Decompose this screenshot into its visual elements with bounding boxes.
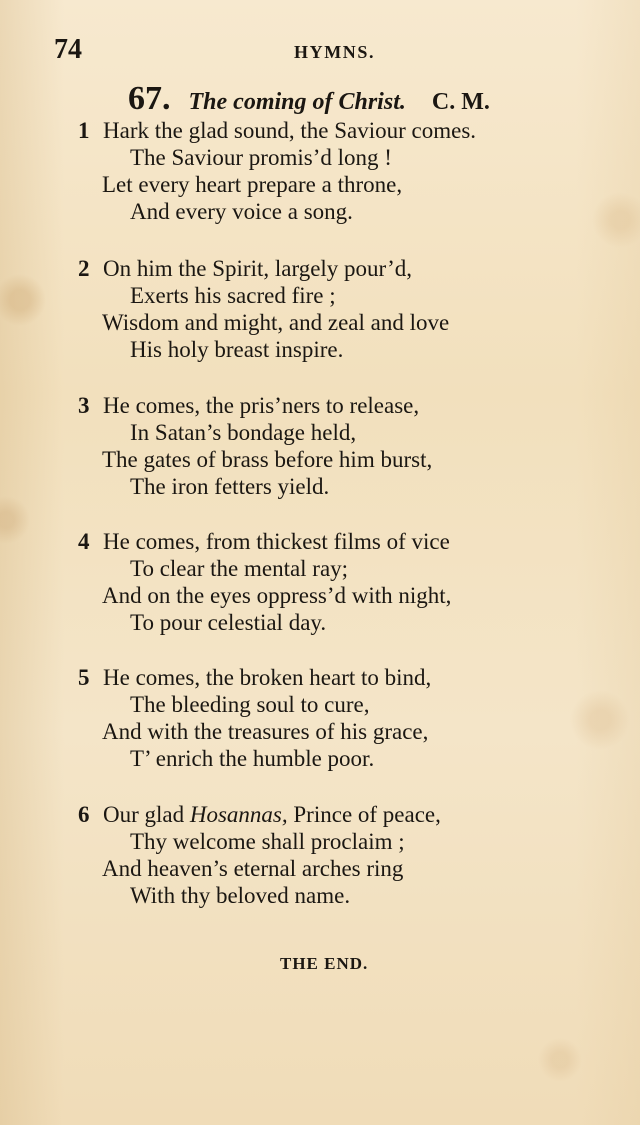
end-marker: THE END. (280, 954, 369, 973)
stanza-1-line-1: Hark the glad sound, the Saviour comes. (103, 118, 477, 143)
stanza-1 (78, 117, 598, 229)
stanza-6-line-1-end: Prince of peace, (287, 802, 441, 827)
stanza-6-line-1-start: Our glad (103, 802, 190, 827)
hymn-meter: C. M. (431, 89, 490, 115)
stanza-3 (78, 392, 598, 504)
stanza-6-line-2: Thy welcome shall proclaim ; (130, 829, 405, 854)
stanza-3-line-4: The iron fetters yield. (130, 474, 330, 499)
stanza-5-line-3: And with the treasures of his grace, (102, 719, 429, 744)
verse-number-3: 3 (78, 393, 90, 418)
stanza-5 (78, 664, 598, 776)
stanza-5-line-4: T’ enrich the humble poor. (130, 746, 375, 771)
stanza-3-line-2: In Satan’s bondage held, (130, 420, 357, 445)
verse-number-1: 1 (78, 118, 90, 143)
stanza-2-line-2: Exerts his sacred fire ; (130, 283, 336, 308)
verse-number-5: 5 (78, 665, 90, 690)
stanza-6 (78, 801, 598, 913)
page-header (54, 36, 574, 76)
hymn-heading (128, 80, 558, 122)
stanza-4 (78, 528, 598, 640)
page-number: 74 (54, 34, 82, 65)
stanza-6-line-1 (103, 801, 441, 828)
stanza-2 (78, 255, 598, 367)
stanza-2-line-3: Wisdom and might, and zeal and love (102, 310, 450, 335)
running-head: HYMNS. (294, 42, 376, 62)
verse-number-4: 4 (78, 529, 90, 554)
stanza-2-line-1: On him the Spirit, largely pour’d, (103, 256, 412, 281)
stanza-6-line-3: And heaven’s eternal arches ring (102, 856, 404, 881)
hymn-title: The coming of Christ. (188, 89, 406, 115)
stanza-3-line-3: The gates of brass before him burst, (102, 447, 433, 472)
stanza-4-line-1: He comes, from thickest films of vice (103, 529, 450, 554)
hosannas-emphasis: Hosannas, (189, 802, 288, 827)
stanza-4-line-3: And on the eyes oppress’d with night, (102, 583, 452, 608)
stanza-5-line-1: He comes, the broken heart to bind, (103, 665, 432, 690)
stanza-6-line-4: With thy beloved name. (130, 883, 351, 908)
hymn-number: 67. (128, 80, 171, 117)
stanza-2-line-4: His holy breast inspire. (130, 337, 344, 362)
verse-number-2: 2 (78, 256, 90, 281)
stanza-1-line-4: And every voice a song. (130, 199, 353, 224)
stanza-5-line-2: The bleeding soul to cure, (130, 692, 370, 717)
stanza-4-line-4: To pour celestial day. (130, 610, 327, 635)
stanza-3-line-1: He comes, the pris’ners to release, (103, 393, 420, 418)
stanza-1-line-3: Let every heart prepare a throne, (102, 172, 403, 197)
verse-number-6: 6 (78, 802, 90, 827)
stanza-1-line-2: The Saviour promis’d long ! (130, 145, 392, 170)
stanza-4-line-2: To clear the mental ray; (130, 556, 349, 581)
